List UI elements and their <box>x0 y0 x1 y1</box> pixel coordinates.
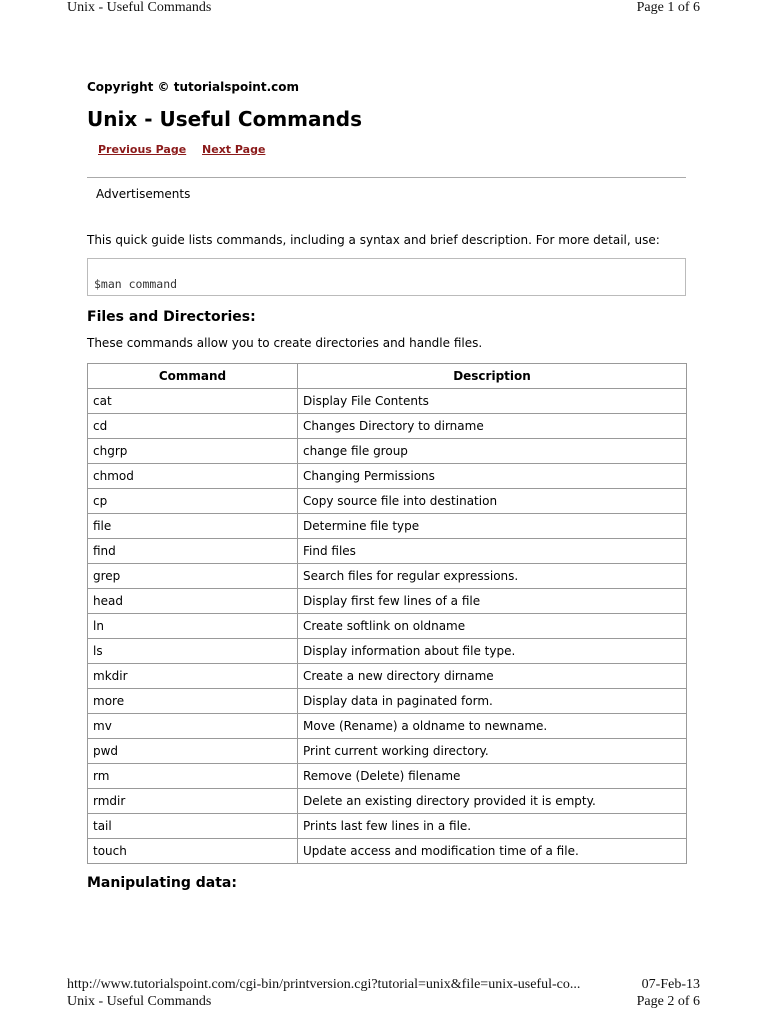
description-cell: Changing Permissions <box>298 464 687 489</box>
command-cell: cp <box>88 489 298 514</box>
description-cell: change file group <box>298 439 687 464</box>
table-row <box>88 764 687 789</box>
previous-page-link[interactable]: Previous Page <box>98 143 187 156</box>
command-cell: tail <box>88 814 298 839</box>
command-cell: cat <box>88 389 298 414</box>
command-cell: ln <box>88 614 298 639</box>
table-row <box>88 489 687 514</box>
command-cell: file <box>88 514 298 539</box>
description-cell: Search files for regular expressions. <box>298 564 687 589</box>
print-footer-title: Unix - Useful Commands <box>67 994 212 1009</box>
command-cell: pwd <box>88 739 298 764</box>
table-row <box>88 614 687 639</box>
command-cell: rm <box>88 764 298 789</box>
description-cell: Changes Directory to dirname <box>298 414 687 439</box>
print-header-page: Page 1 of 6 <box>636 0 700 15</box>
table-header-row <box>88 364 687 389</box>
command-cell: rmdir <box>88 789 298 814</box>
table-row <box>88 714 687 739</box>
table-row <box>88 514 687 539</box>
column-header-command: Command <box>88 364 298 389</box>
table-row <box>88 439 687 464</box>
print-header <box>67 0 700 16</box>
description-cell: Display File Contents <box>298 389 687 414</box>
print-header-title: Unix - Useful Commands <box>67 0 212 15</box>
description-cell: Copy source file into destination <box>298 489 687 514</box>
page-nav <box>87 143 686 161</box>
next-page-link[interactable]: Next Page <box>202 143 266 156</box>
table-row <box>88 839 687 864</box>
description-cell: Move (Rename) a oldname to newname. <box>298 714 687 739</box>
table-row <box>88 814 687 839</box>
description-cell: Display information about file type. <box>298 639 687 664</box>
section-heading-manipulating: Manipulating data: <box>87 875 237 891</box>
table-row <box>88 464 687 489</box>
print-footer <box>67 994 700 1010</box>
intro-text: This quick guide lists commands, including a syntax and brief description. For more detail, use: <box>87 233 660 247</box>
column-header-description: Description <box>298 364 687 389</box>
table-row <box>88 789 687 814</box>
table-row <box>88 564 687 589</box>
table-row <box>88 689 687 714</box>
description-cell: Prints last few lines in a file. <box>298 814 687 839</box>
command-cell: mv <box>88 714 298 739</box>
command-cell: more <box>88 689 298 714</box>
print-footer-url-line <box>67 977 700 993</box>
description-cell: Create a new directory dirname <box>298 664 687 689</box>
description-cell: Determine file type <box>298 514 687 539</box>
table-row <box>88 414 687 439</box>
section-description: These commands allow you to create directories and handle files. <box>87 336 483 350</box>
table-row <box>88 389 687 414</box>
command-cell: grep <box>88 564 298 589</box>
table-row <box>88 739 687 764</box>
page-title: Unix - Useful Commands <box>87 107 362 131</box>
description-cell: Remove (Delete) filename <box>298 764 687 789</box>
description-cell: Display first few lines of a file <box>298 589 687 614</box>
table-row <box>88 639 687 664</box>
print-footer-url: http://www.tutorialspoint.com/cgi-bin/printversion.cgi?tutorial=unix&file=unix-useful-co... <box>67 977 581 992</box>
description-cell: Create softlink on oldname <box>298 614 687 639</box>
divider <box>87 177 686 178</box>
command-cell: touch <box>88 839 298 864</box>
table-body <box>88 389 687 864</box>
print-footer-page: Page 2 of 6 <box>636 994 700 1009</box>
code-block: $man command <box>87 258 686 296</box>
description-cell: Print current working directory. <box>298 739 687 764</box>
command-cell: head <box>88 589 298 614</box>
command-cell: chgrp <box>88 439 298 464</box>
document-body <box>87 78 686 892</box>
description-cell: Display data in paginated form. <box>298 689 687 714</box>
table-row <box>88 589 687 614</box>
command-cell: cd <box>88 414 298 439</box>
description-cell: Update access and modification time of a file. <box>298 839 687 864</box>
table-row <box>88 539 687 564</box>
command-cell: find <box>88 539 298 564</box>
description-cell: Delete an existing directory provided it is empty. <box>298 789 687 814</box>
description-cell: Find files <box>298 539 687 564</box>
advertisements-label: Advertisements <box>96 187 191 201</box>
print-footer-date: 07-Feb-13 <box>641 977 700 992</box>
command-cell: mkdir <box>88 664 298 689</box>
copyright: Copyright © tutorialspoint.com <box>87 80 300 94</box>
command-cell: chmod <box>88 464 298 489</box>
commands-table <box>87 363 687 864</box>
section-heading-files: Files and Directories: <box>87 309 256 325</box>
command-cell: ls <box>88 639 298 664</box>
table-row <box>88 664 687 689</box>
